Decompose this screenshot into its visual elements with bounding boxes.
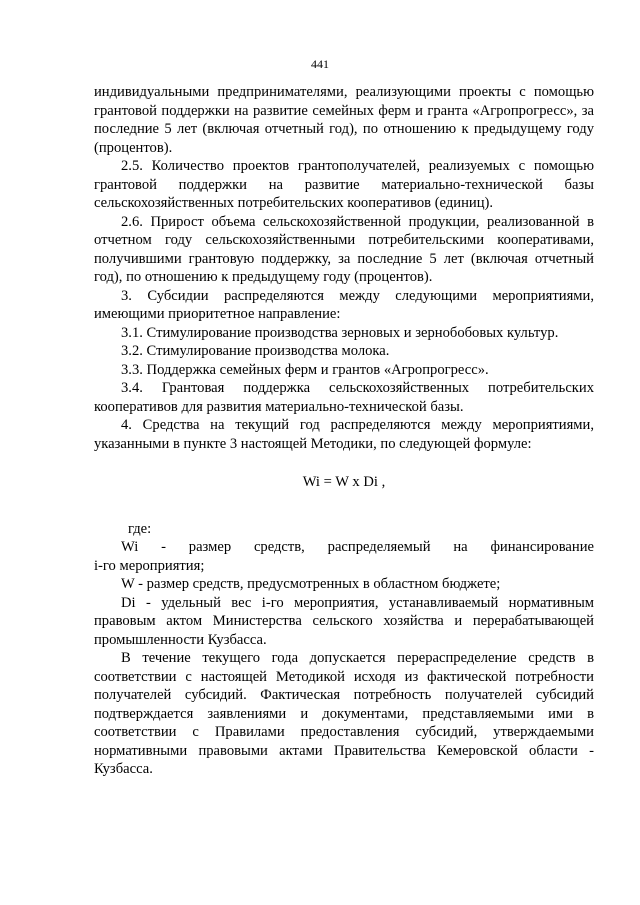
definition-w: W - размер средств, предусмотренных в областном бюджете; xyxy=(121,576,501,592)
paragraph-2-5: 2.5. Количество проектов грантополучателей, реализуемых с помощью грантовой поддержки на развитие материально-технической базы сельскохозяйственных потребительских кооперативов (единиц). xyxy=(94,158,594,211)
definition-wi-continued: i-го мероприятия; xyxy=(94,557,205,574)
paragraph-continuation: индивидуальными предпринимателями, реализующими проекты с помощью грантовой поддержки на развитие семейных ферм и гранта «Агропрогресс», за последние 5 лет (включая отчетный год), по отношению к предыдущему году (процентов). xyxy=(94,84,594,156)
paragraph-4: 4. Средства на текущий год распределяются между мероприятиями, указанными в пункте 3 настоящей Методики, по следующей формуле: xyxy=(94,417,594,452)
definition-di: Di - удельный вес i-го мероприятия, устанавливаемый нормативным правовым актом Министерства сельского хозяйства и перерабатывающей промышленности Кузбасса. xyxy=(94,594,594,648)
definition-wi: Wi - размер средств, распределяемый на финансирование xyxy=(121,539,594,555)
page-number: 441 xyxy=(311,57,329,71)
paragraph-2-6: 2.6. Прирост объема сельскохозяйственной продукции, реализованной в отчетном году сельскохозяйственными потребительскими кооперативами, получившими грантовую поддержку, за последние 5 лет (включая отчетный год), по отношению к предыдущему году (процентов). xyxy=(94,213,594,285)
formula: Wi = W x Di , xyxy=(302,474,386,490)
paragraph-3-2: 3.2. Стимулирование производства молока. xyxy=(121,343,390,359)
paragraph-3-1: 3.1. Стимулирование производства зерновых и зернобобовых культур. xyxy=(121,324,559,341)
document-body xyxy=(94,83,594,779)
paragraph-3: 3. Субсидии распределяются между следующими мероприятиями, имеющими приоритетное направление: xyxy=(94,287,594,322)
paragraph-redistribution: В течение текущего года допускается перераспределение средств в соответствии с настоящей Методикой исходя из фактической потребности получателей субсидий. Фактическая потребность получателей субсидий подтверждается заявлениями и документами, представляемыми ими в соответствии с Правилами предоставления субсидий, утверждаемыми нормативными правовыми актами Правительства Кемеровской области - Кузбасса. xyxy=(94,650,594,777)
where-label: где: xyxy=(128,520,152,537)
paragraph-3-4: 3.4. Грантовая поддержка сельскохозяйственных потребительских кооперативов для развития материально-технической базы. xyxy=(94,380,594,415)
paragraph-3-3: 3.3. Поддержка семейных ферм и грантов «Агропрогресс». xyxy=(121,361,489,378)
